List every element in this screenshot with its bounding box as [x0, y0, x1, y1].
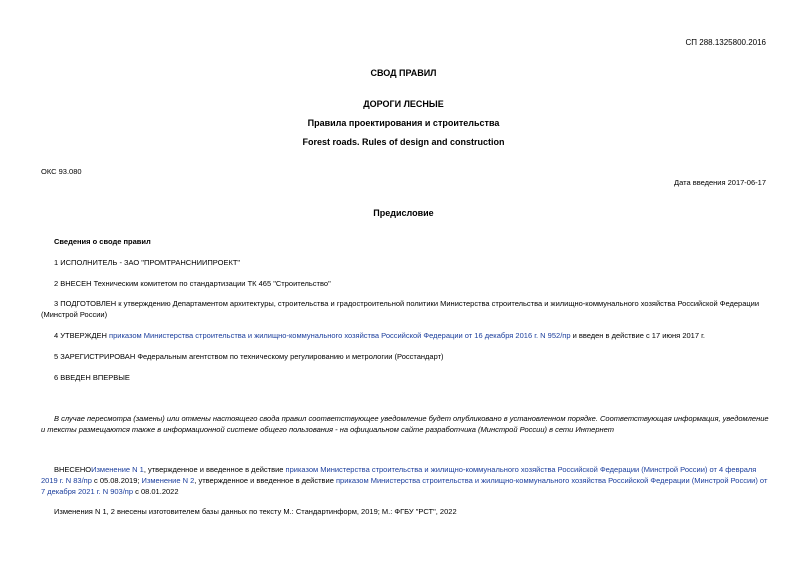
changes-text-1: , утвержденное и введенное в действие: [143, 465, 286, 474]
intro-date: Дата введения 2017-06-17: [674, 178, 766, 187]
item-1: 1 ИСПОЛНИТЕЛЬ - ЗАО "ПРОМТРАНСНИИПРОЕКТ": [54, 258, 241, 267]
document-title: ДОРОГИ ЛЕСНЫЕ: [363, 99, 444, 109]
changes-source-note: Изменения N 1, 2 внесены изготовителем базы данных по тексту М.: Стандартинформ, 2019; М.: ФГБУ "РСТ", 2022: [54, 507, 457, 516]
change-1-link[interactable]: Изменение N 1: [91, 465, 144, 474]
changes-paragraph: [41, 464, 771, 497]
item-2: 2 ВНЕСЕН Техническим комитетом по стандартизации ТК 465 "Строительство": [54, 279, 331, 288]
document-code: СП 288.1325800.2016: [685, 38, 766, 47]
notice-paragraph: В случае пересмотра (замены) или отмены настоящего свода правил соответствующее уведомление будет опубликовано в установленном порядке. Соответствующая информация, уведомление и тексты размещаются также в информационной системе общего пользования - на официальном сайте разработчика (Минстрой России) в сети Интернет: [41, 414, 769, 434]
approval-order-link[interactable]: приказом Министерства строительства и жилищно-коммунального хозяйства Российской Федерации от 16 декабря 2016 г. N 952/пр: [109, 331, 571, 340]
item-3: 3 ПОДГОТОВЛЕН к утверждению Департаментом архитектуры, строительства и градостроительной политики Министерства строительства и жилищно-коммунального хозяйства Российской Федерации (Минстрой России): [41, 299, 760, 319]
changes-text-3: , утвержденное и введенное в действие: [194, 476, 336, 485]
document-kind: СВОД ПРАВИЛ: [370, 68, 437, 78]
subtitle-en: Forest roads. Rules of design and construction: [302, 137, 505, 147]
changes-text-2: с 05.08.2019;: [91, 476, 142, 485]
info-heading: Сведения о своде правил: [54, 237, 151, 246]
item-5: 5 ЗАРЕГИСТРИРОВАН Федеральным агентством по техническому регулированию и метрологии (Росстандарт): [54, 352, 444, 361]
item-4-prefix: 4 УТВЕРЖДЕН: [54, 331, 110, 340]
changes-lead: ВНЕСЕНО: [54, 465, 92, 474]
oks-code: ОКС 93.080: [41, 167, 82, 176]
changes-text-4: с 08.01.2022: [133, 487, 179, 496]
item-4: [41, 330, 771, 341]
order-2021-link[interactable]: приказом Министерства строительства и жилищно-коммунального хозяйства Российской Федерации (Минстрой России) от 7 декабря 2021 г. N 903/пр: [41, 476, 768, 496]
order-2019-link[interactable]: приказом Министерства строительства и жилищно-коммунального хозяйства Российской Федерации (Минстрой России) от 4 февраля 2019 г. N 83/пр: [41, 465, 757, 485]
subtitle-ru: Правила проектирования и строительства: [307, 118, 500, 128]
item-6: 6 ВВЕДЕН ВПЕРВЫЕ: [54, 373, 130, 382]
foreword-heading: Предисловие: [373, 208, 434, 218]
item-4-suffix: и введен в действие с 17 июня 2017 г.: [570, 331, 705, 340]
change-2-link[interactable]: Изменение N 2: [141, 476, 195, 485]
